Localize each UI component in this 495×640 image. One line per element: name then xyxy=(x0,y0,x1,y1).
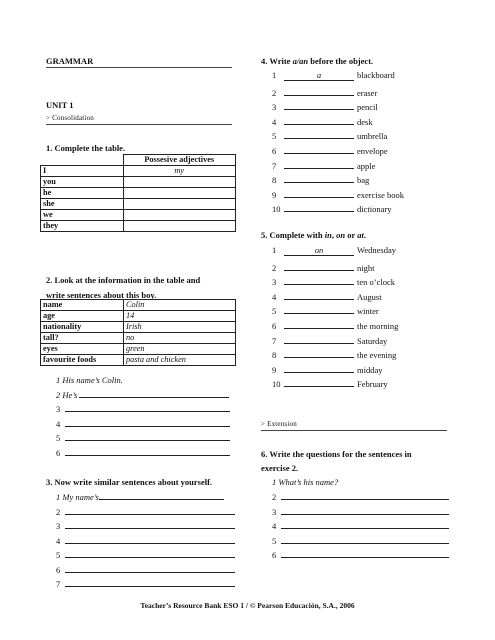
line-number: 4 xyxy=(56,536,61,546)
line-number: 6 xyxy=(272,550,277,560)
ex4-item[interactable] xyxy=(272,201,392,215)
line-number: 6 xyxy=(56,448,61,458)
item-word: winter xyxy=(357,306,379,317)
info-value: Colin xyxy=(124,300,236,311)
table-row xyxy=(41,210,236,221)
boy-info-table xyxy=(40,299,236,366)
table-row xyxy=(41,166,236,177)
ex5-heading-suffix: . xyxy=(363,230,366,240)
info-label: nationality xyxy=(41,322,124,333)
ex3-line-2[interactable] xyxy=(56,506,235,517)
info-label: eyes xyxy=(41,344,124,355)
item-number: 2 xyxy=(272,87,277,98)
ex3-line-4[interactable] xyxy=(56,535,235,546)
line-prefix: 1 My name’s xyxy=(56,492,99,502)
extension-label: > Extension xyxy=(261,419,447,431)
answer-blank[interactable] xyxy=(79,389,229,398)
line-number: 5 xyxy=(56,433,61,443)
answer-blank[interactable] xyxy=(284,201,354,212)
item-number: 6 xyxy=(272,146,277,156)
ex4-item[interactable] xyxy=(272,187,404,198)
ex6-heading-line2: exercise 2. xyxy=(261,463,299,473)
answer-cell[interactable] xyxy=(123,177,236,188)
answer-blank[interactable] xyxy=(65,447,230,456)
ex4-item[interactable] xyxy=(272,114,373,125)
item-number: 4 xyxy=(272,116,277,127)
item-number: 1 xyxy=(272,245,277,255)
item-word: eraser xyxy=(357,87,378,98)
ex4-item[interactable] xyxy=(272,172,370,186)
ex2-line-1: 1 His name’s Colin. xyxy=(56,375,123,385)
ex6-line-1: 1 What’s his name? xyxy=(272,477,339,487)
info-label: age xyxy=(41,311,124,322)
answer-blank[interactable] xyxy=(65,564,235,573)
answer-cell[interactable]: my xyxy=(123,166,236,177)
answer-blank[interactable] xyxy=(284,143,354,154)
ex5-word-at: at xyxy=(357,230,364,240)
answer-blank[interactable] xyxy=(284,289,354,300)
line-number: 6 xyxy=(56,565,61,575)
item-word: exercise book xyxy=(357,189,404,200)
answer-blank[interactable] xyxy=(65,535,235,544)
table-row xyxy=(41,344,236,355)
table-row xyxy=(41,355,236,366)
pronoun-cell: he xyxy=(41,188,124,199)
answer-cell[interactable] xyxy=(123,221,236,232)
item-word: pencil xyxy=(357,102,378,113)
item-number: 8 xyxy=(272,350,277,361)
line-number: 3 xyxy=(272,507,277,517)
ex5-item[interactable] xyxy=(272,333,387,344)
table-row xyxy=(41,221,236,232)
answer-blank[interactable] xyxy=(284,274,354,285)
ex5-item[interactable] xyxy=(272,260,374,271)
answer-blank[interactable] xyxy=(284,260,354,271)
item-word: ten o’clock xyxy=(357,277,395,288)
table-row xyxy=(41,177,236,188)
answer-blank[interactable] xyxy=(284,158,354,169)
item-number: 5 xyxy=(272,306,277,317)
item-number: 7 xyxy=(272,335,277,346)
answer-blank[interactable] xyxy=(281,506,449,515)
answer-blank[interactable] xyxy=(284,376,354,387)
ex5-item[interactable] xyxy=(272,289,382,300)
item-word: the evening xyxy=(357,350,397,361)
item-number: 6 xyxy=(272,321,277,331)
info-value: Irish xyxy=(124,322,236,333)
answer-blank[interactable] xyxy=(65,418,230,427)
pronoun-cell: they xyxy=(41,221,124,232)
answer-blank[interactable] xyxy=(65,520,235,529)
ex6-line-3[interactable] xyxy=(272,506,449,517)
ex3-heading: 3. Now write similar sentences about yourself. xyxy=(46,477,213,487)
answer-blank[interactable] xyxy=(281,491,449,500)
ex5-word-in: in xyxy=(324,230,332,240)
item-word: the morning xyxy=(357,321,399,331)
ex3-line-1[interactable] xyxy=(56,491,224,502)
answer-blank[interactable] xyxy=(284,362,354,373)
ex2-heading-line2: write sentences about this boy. xyxy=(46,290,157,300)
ex4-item[interactable] xyxy=(272,85,377,96)
info-value: no xyxy=(124,333,236,344)
table-row xyxy=(41,199,236,210)
table-row xyxy=(41,333,236,344)
ex2-line-5[interactable] xyxy=(56,432,230,443)
line-number: 3 xyxy=(56,404,61,414)
answer-blank[interactable] xyxy=(99,491,224,500)
item-word: desk xyxy=(357,116,373,127)
answer-blank[interactable] xyxy=(284,318,354,329)
ex3-line-7[interactable] xyxy=(56,578,235,589)
answer-cell[interactable] xyxy=(123,199,236,210)
info-value: pasta and chicken xyxy=(124,355,236,366)
item-number: 3 xyxy=(272,277,277,288)
answer-blank[interactable] xyxy=(284,99,354,110)
item-word: February xyxy=(357,379,388,390)
ex2-heading-line1: 2. Look at the information in the table and xyxy=(46,275,201,285)
pronoun-cell: we xyxy=(41,210,124,221)
answer-blank[interactable] xyxy=(65,506,235,515)
line-number: 7 xyxy=(56,579,61,589)
ex4-item[interactable] xyxy=(272,70,395,81)
item-number: 1 xyxy=(272,70,277,80)
item-number: 10 xyxy=(272,379,281,390)
ex4-item[interactable] xyxy=(272,143,388,154)
line-number: 2 xyxy=(56,507,61,517)
item-word: Wednesday xyxy=(357,245,396,255)
answer-blank[interactable] xyxy=(281,535,449,544)
item-word: bag xyxy=(357,175,370,186)
ex2-line-2[interactable] xyxy=(56,389,229,400)
line-number: 5 xyxy=(272,536,277,546)
ex3-line-6[interactable] xyxy=(56,564,235,575)
answer-blank[interactable] xyxy=(284,187,354,198)
item-word: umbrella xyxy=(357,131,388,142)
item-number: 8 xyxy=(272,175,277,186)
answer-blank[interactable] xyxy=(284,245,354,256)
item-word: apple xyxy=(357,160,376,171)
item-number: 4 xyxy=(272,291,277,302)
item-word: envelope xyxy=(357,146,388,156)
answer-blank[interactable] xyxy=(65,549,235,558)
info-label: tall? xyxy=(41,333,124,344)
table-row xyxy=(41,300,236,311)
info-value: green xyxy=(124,344,236,355)
ex3-line-5[interactable] xyxy=(56,549,235,560)
ex4-item[interactable] xyxy=(272,99,378,113)
ex6-line-5[interactable] xyxy=(272,535,449,546)
ex5-sep1: , xyxy=(331,230,337,240)
answer-blank[interactable] xyxy=(281,549,449,558)
ex6-line-6[interactable] xyxy=(272,549,449,560)
line-prefix: 2 He’s xyxy=(56,390,78,400)
item-number: 7 xyxy=(272,160,277,171)
ex1-heading: 1. Complete the table. xyxy=(46,143,126,153)
item-number: 9 xyxy=(272,364,277,375)
line-number: 4 xyxy=(56,419,61,429)
ex5-item[interactable] xyxy=(272,274,395,288)
table-row xyxy=(41,311,236,322)
pronoun-cell: you xyxy=(41,177,124,188)
ex3-line-3[interactable] xyxy=(56,520,235,531)
info-label: favourite foods xyxy=(41,355,124,366)
ex4-heading-suffix: before the object. xyxy=(308,56,374,66)
answer-text: a xyxy=(316,70,322,80)
ex5-item[interactable] xyxy=(272,362,383,373)
ex6-line-4[interactable] xyxy=(272,520,449,531)
ex5-item[interactable] xyxy=(272,376,388,390)
ex5-item[interactable] xyxy=(272,318,398,329)
pronoun-cell: I xyxy=(41,166,124,177)
ex2-line-6[interactable] xyxy=(56,447,230,458)
ex4-item[interactable] xyxy=(272,158,375,169)
answer-text: on xyxy=(314,245,324,255)
pronoun-cell: she xyxy=(41,199,124,210)
ex5-sep2: or xyxy=(345,230,358,240)
answer-blank[interactable] xyxy=(284,172,354,183)
item-word: blackboard xyxy=(357,70,395,80)
line-number: 4 xyxy=(272,521,277,531)
item-word: night xyxy=(357,262,375,273)
ex4-heading-prefix: 4. Write xyxy=(261,56,293,66)
table-header: Possesive adjectives xyxy=(123,155,236,166)
item-number: 9 xyxy=(272,189,277,200)
answer-blank[interactable] xyxy=(284,303,354,314)
ex5-heading-prefix: 5. Complete with xyxy=(261,230,325,240)
answer-blank[interactable] xyxy=(284,347,354,358)
item-word: dictionary xyxy=(357,204,392,215)
item-number: 5 xyxy=(272,131,277,142)
item-number: 2 xyxy=(272,262,277,273)
ex5-word-on: on xyxy=(336,230,346,240)
item-number: 3 xyxy=(272,102,277,113)
answer-blank[interactable] xyxy=(284,333,354,344)
answer-blank[interactable] xyxy=(284,70,354,81)
answer-blank[interactable] xyxy=(284,128,354,139)
ex4-heading xyxy=(261,56,373,66)
answer-cell[interactable] xyxy=(123,210,236,221)
page-footer: Teacher’s Resource Bank ESO 1 / © Pearson Educación, S.A., 2006 xyxy=(140,601,355,610)
table-row xyxy=(41,322,236,333)
ex2-line-3[interactable] xyxy=(56,403,230,414)
ex5-item[interactable] xyxy=(272,347,397,361)
answer-blank[interactable] xyxy=(284,114,354,125)
line-number: 2 xyxy=(272,492,277,502)
ex4-heading-em: a/an xyxy=(292,56,309,66)
ex4-item[interactable] xyxy=(272,128,388,142)
ex5-item[interactable] xyxy=(272,245,396,256)
item-word: August xyxy=(357,291,382,302)
consolidation-label: > Consolidation xyxy=(46,113,232,125)
item-word: midday xyxy=(357,364,383,375)
item-number: 10 xyxy=(272,204,281,215)
ex2-line-4[interactable] xyxy=(56,418,230,429)
answer-blank[interactable] xyxy=(65,432,230,441)
line-number: 5 xyxy=(56,550,61,560)
answer-blank[interactable] xyxy=(65,403,230,412)
line-number: 3 xyxy=(56,521,61,531)
info-value: 14 xyxy=(124,311,236,322)
ex6-heading-line1: 6. Write the questions for the sentences in xyxy=(261,449,412,459)
section-title: GRAMMAR xyxy=(46,56,232,68)
info-label: name xyxy=(41,300,124,311)
ex5-item[interactable] xyxy=(272,303,379,317)
table-header-row xyxy=(41,155,236,166)
unit-title: UNIT 1 xyxy=(46,100,74,110)
answer-blank[interactable] xyxy=(284,85,354,96)
table-row xyxy=(41,188,236,199)
possessive-table xyxy=(40,154,236,232)
ex5-heading xyxy=(261,230,366,240)
item-word: Saturday xyxy=(357,335,388,346)
answer-blank[interactable] xyxy=(65,578,235,587)
answer-blank[interactable] xyxy=(281,520,449,529)
answer-cell[interactable] xyxy=(123,188,236,199)
ex6-line-2[interactable] xyxy=(272,491,449,502)
